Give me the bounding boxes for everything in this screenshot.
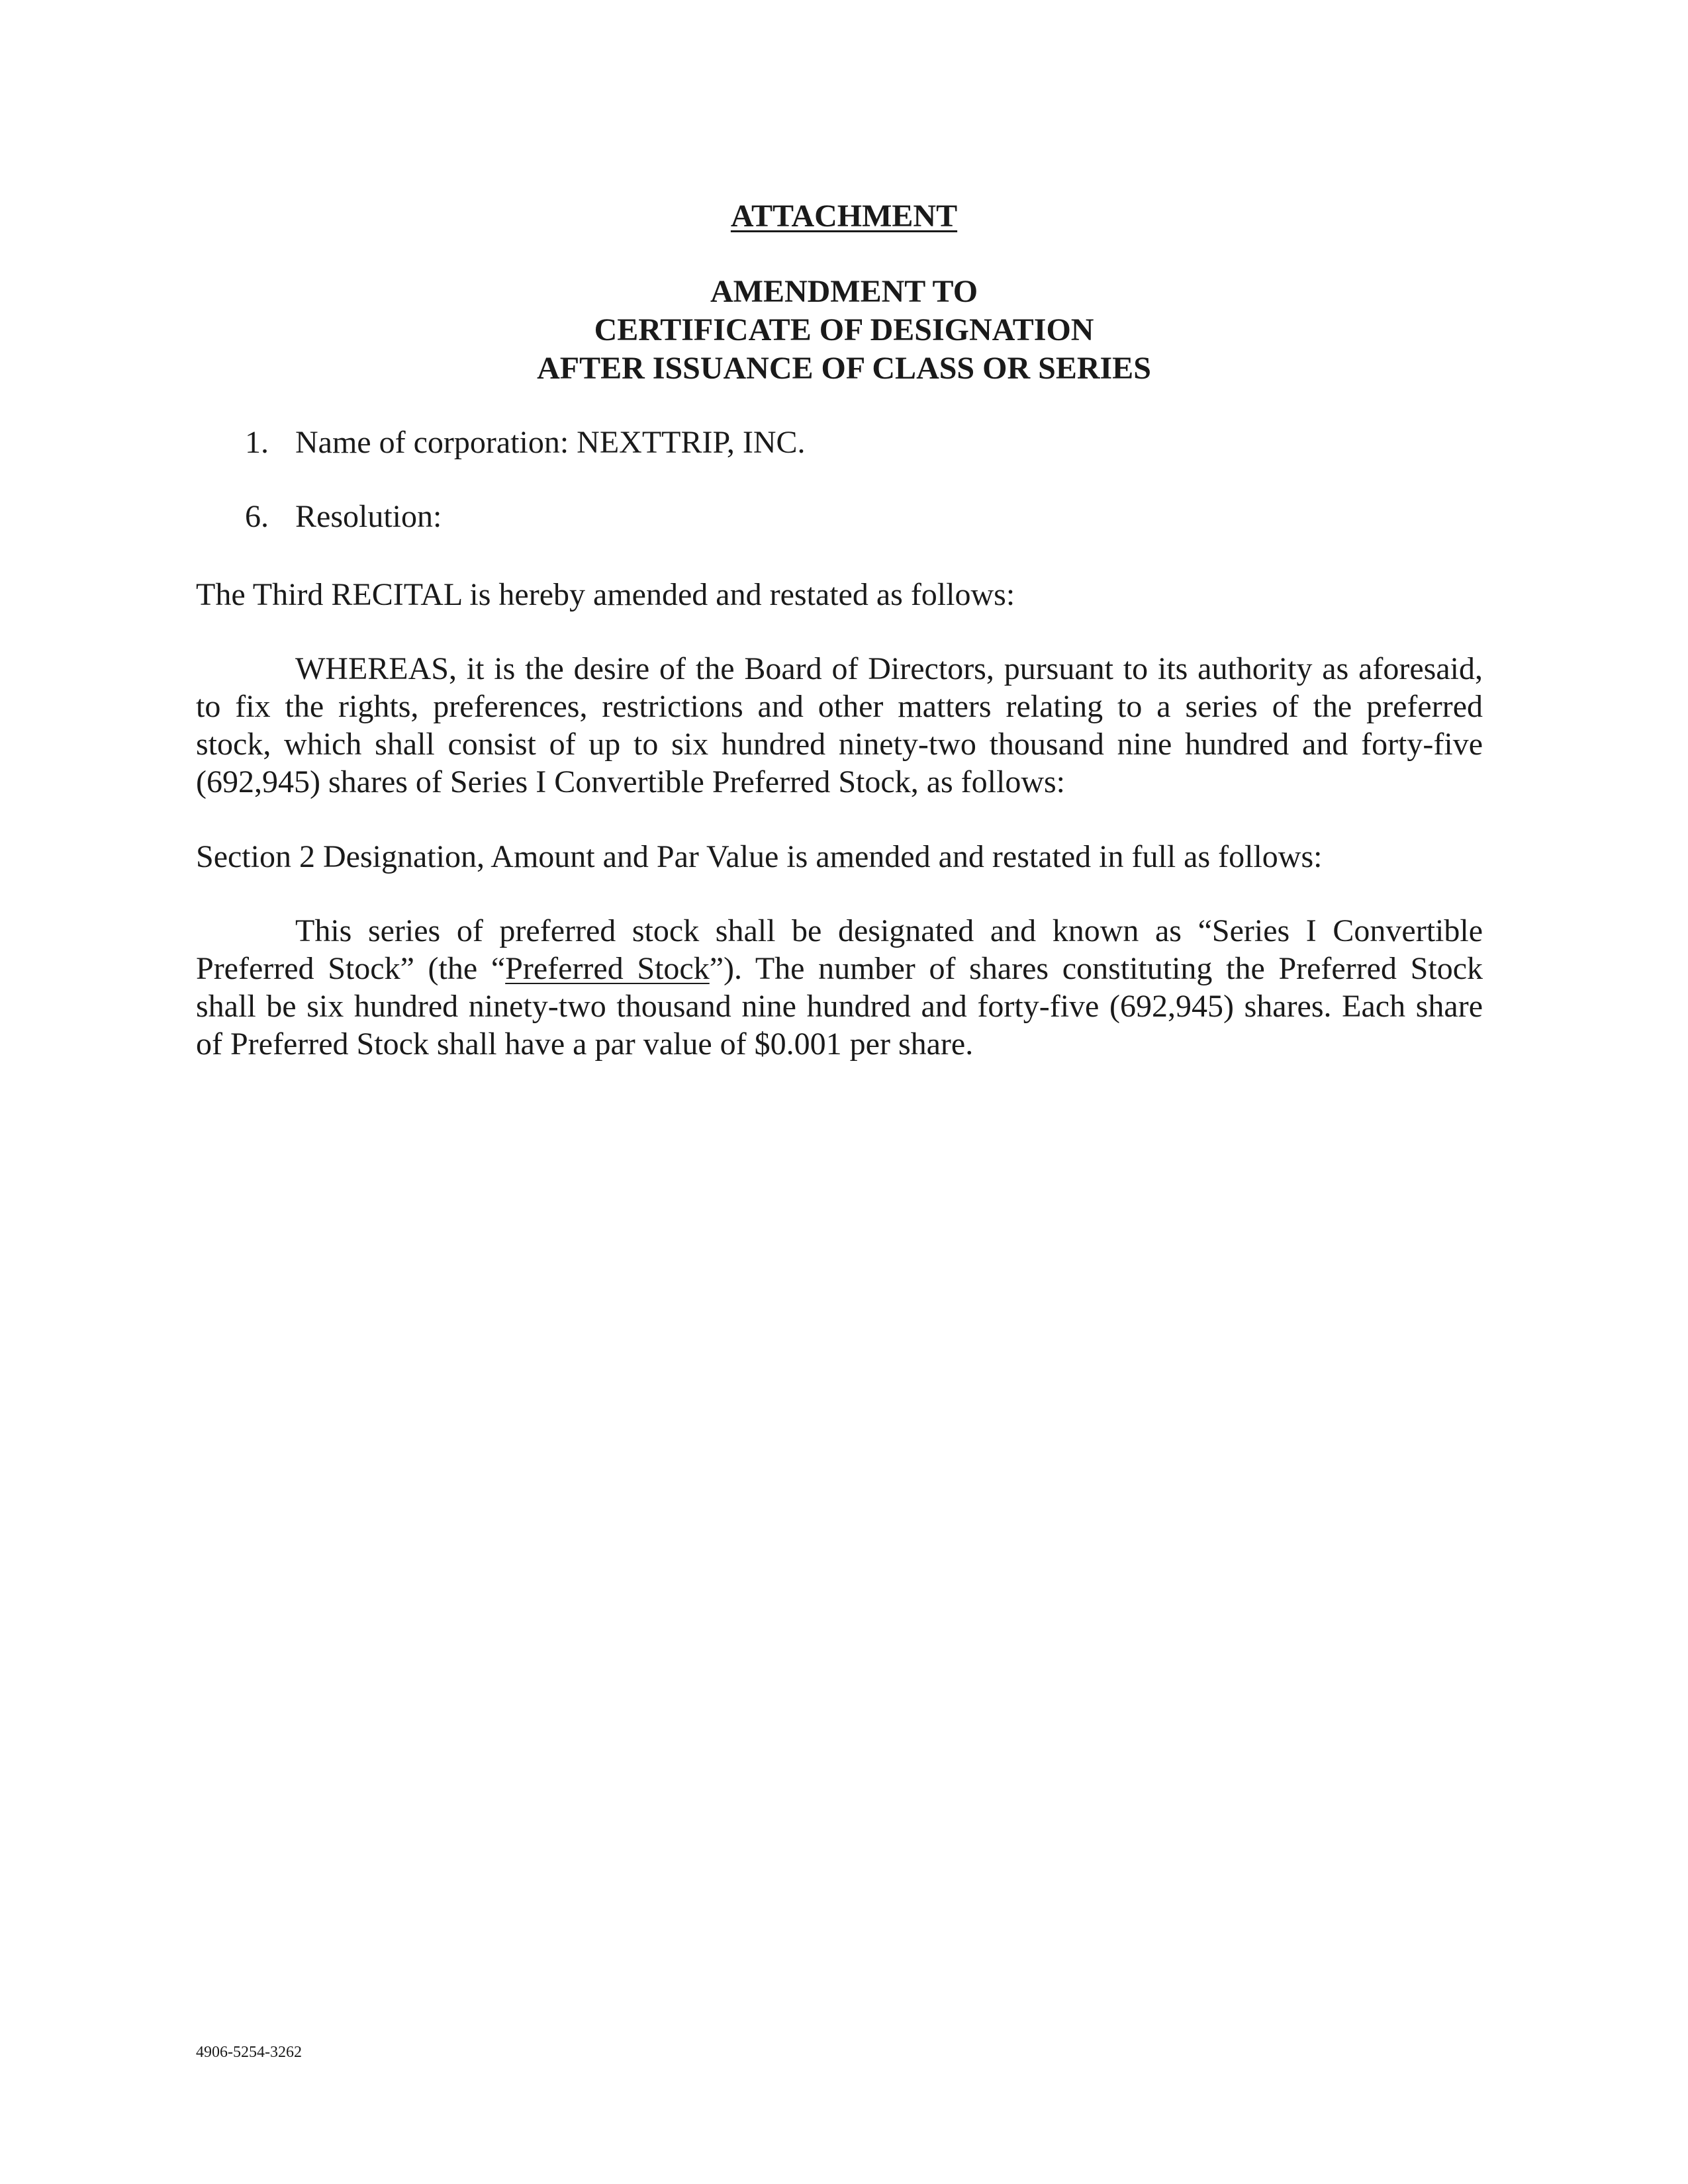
recital-intro: The Third RECITAL is hereby amended and restated as follows:: [196, 577, 1015, 612]
paragraph-line: to fix the rights, preferences, restrictions and other matters relating to a series of the preferred: [196, 689, 1483, 724]
item-text: Resolution:: [295, 499, 442, 534]
item-text: Name of corporation: NEXTTRIP, INC.: [295, 425, 806, 460]
paragraph-line: This series of preferred stock shall be designated and known as “Series I Convertible: [295, 913, 1483, 948]
document-heading: [0, 273, 1688, 388]
paragraph-line: WHEREAS, it is the desire of the Board of Directors, pursuant to its authority as aforesaid,: [295, 651, 1483, 686]
section-intro: Section 2 Designation, Amount and Par Value is amended and restated in full as follows:: [196, 839, 1323, 874]
paragraph-line: (692,945) shares of Series I Convertible Preferred Stock, as follows:: [196, 764, 1066, 799]
item-number: 6.: [245, 499, 269, 534]
paragraph-line: of Preferred Stock shall have a par value of $0.001 per share.: [196, 1026, 974, 1062]
document-footer-id: 4906-5254-3262: [196, 2044, 302, 2061]
item-number: 1.: [245, 425, 269, 460]
heading-line-3: AFTER ISSUANCE OF CLASS OR SERIES: [537, 351, 1151, 386]
series-paragraph: [196, 912, 1483, 1063]
attachment-title: ATTACHMENT: [730, 199, 958, 234]
defined-term-preferred-stock: Preferred Stock: [505, 951, 710, 986]
paragraph-line: shall be six hundred ninety-two thousand nine hundred and forty-five (692,945) shares. Each share: [196, 989, 1483, 1024]
heading-line-2: CERTIFICATE OF DESIGNATION: [594, 312, 1094, 347]
paragraph-line: Preferred Stock” (the “Preferred Stock”). The number of shares constituting the Preferred Stock: [196, 951, 1483, 986]
heading-line-1: AMENDMENT TO: [710, 274, 978, 309]
whereas-paragraph: [196, 650, 1483, 801]
paragraph-line: stock, which shall consist of up to six hundred ninety-two thousand nine hundred and forty-five: [196, 727, 1483, 762]
